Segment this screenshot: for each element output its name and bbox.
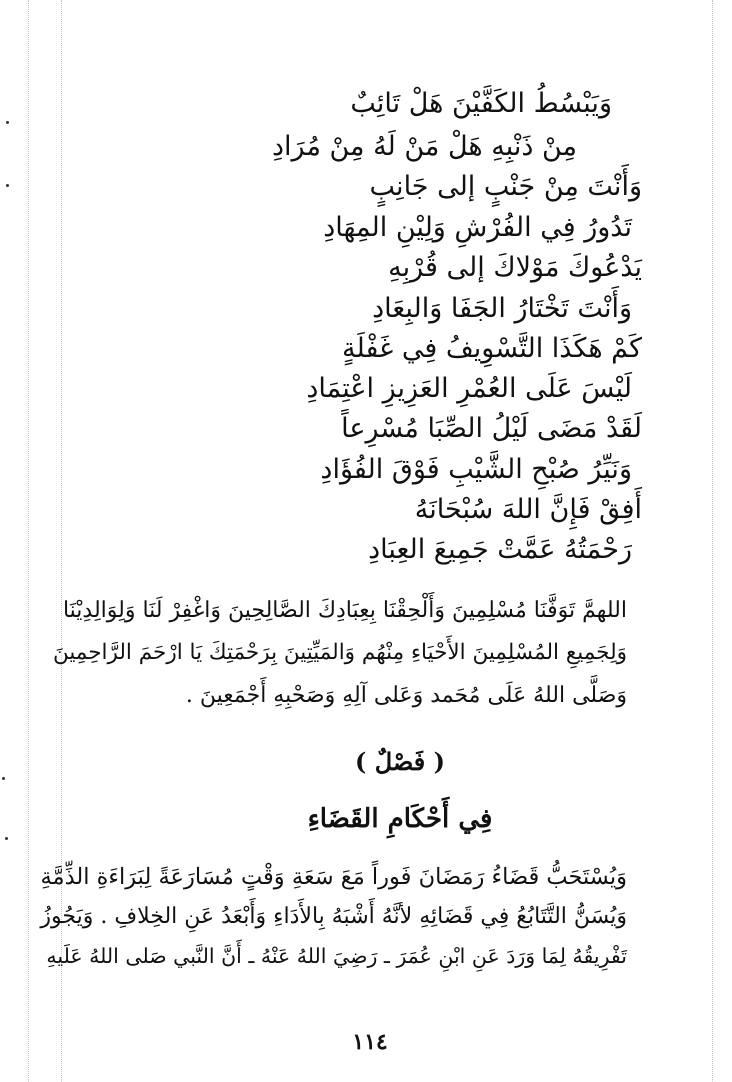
poem-line: وَنَيِّرُ صُبْحِ الشَّيْبِ فَوْقَ الفُؤَادِ [320,454,632,485]
section-title: فِي أَحْكَامِ القَضَاءِ [307,804,493,834]
page-number: ١١٤ [352,1029,388,1055]
body-line: وَيُسَنُّ التَّتَابُعُ فِي قَضَائِهِ لأنَّهُ أَشْبَهُ بِالأَدَاءِ وَأَبْعَدُ عَنِ الخِلافِ . وَيَجُوزُ [40,904,627,929]
body-line: وَيُسْتَحَبُّ قَضَاءُ رَمَضَانَ فَوراً مَعَ سَعَةِ وَقْتٍ مُسَارَعَةً لِبَرَاءَةِ الذِّمَّةِ [40,864,627,890]
poem-line: لَقَدْ مَضَى لَيْلُ الصِّبَا مُسْرِعاً [341,413,642,444]
prayer-line: وَصَلَّى اللهُ عَلَى مُحَمد وَعَلى آلِهِ وَصَحْبِهِ أَجْمَعِينَ . [185,683,627,708]
poem-line: وَأَنْتَ تَخْتَارُ الجَفَا وَالبِعَادِ [372,293,632,324]
poem-line: تَدُورُ فِي الفُرْشِ وَلِيْنِ المِهَادِ [323,212,632,243]
poem-line: أَفِقْ فَإِنَّ اللهَ سُبْحَانَهُ [414,494,642,525]
poem-line: وَأَنْتَ مِنْ جَنْبٍ إلى جَانِبٍ [369,171,642,202]
scan-speck [5,837,8,840]
scan-line-right [712,0,713,1082]
prayer-line: وَلِجَمِيعِ المُسْلِمِينَ الأَحْيَاءِ مِنْهُم وَالمَيِّتِينَ بِرَحْمَتِكَ يَا ارْحَمَ الرَّاحِمِينَ [52,640,627,665]
poem-line: يَدْعُوكَ مَوْلاكَ إلى قُرْبِهِ [388,252,642,283]
poem-line: وَيَبْسُطُ الكَفَّيْنَ هَلْ تَائِبٌ [350,88,612,119]
scan-speck [6,121,9,124]
scan-line-left [28,0,29,1082]
body-line: تَفْرِيقُهُ لِمَا وَرَدَ عَنِ ابْنِ عُمَرَ ـ رَضِيَ اللهُ عَنْهُ ـ أَنَّ النَّبي صَلى اللهُ عَلَيهِ [46,944,627,968]
scan-speck [6,184,9,187]
poem-line: رَحْمَتُهُ عَمَّتْ جَمِيعَ العِبَادِ [368,534,632,565]
prayer-line: اللهمَّ تَوَفَّنَا مُسْلِمِينَ وَأَلْحِقْنَا بِعِبَادِكَ الصَّالِحِينَ وَاغْفِرْ لَنَا وَلِوَالِدِيْنَا [62,598,627,623]
section-label: ( فَصْلٌ ) [355,747,445,776]
poem-line: كَمْ هَكَذَا التَّسْوِيفُ فِي غَفْلَةٍ [342,333,642,364]
poem-line: لَيْسَ عَلَى العُمْرِ العَزِيزِ اعْتِمَادِ [306,373,632,404]
poem-line: مِنْ ذَنْبِهِ هَلْ مَنْ لَهُ مِنْ مُرَادِ [272,131,577,162]
scan-speck [2,777,5,780]
